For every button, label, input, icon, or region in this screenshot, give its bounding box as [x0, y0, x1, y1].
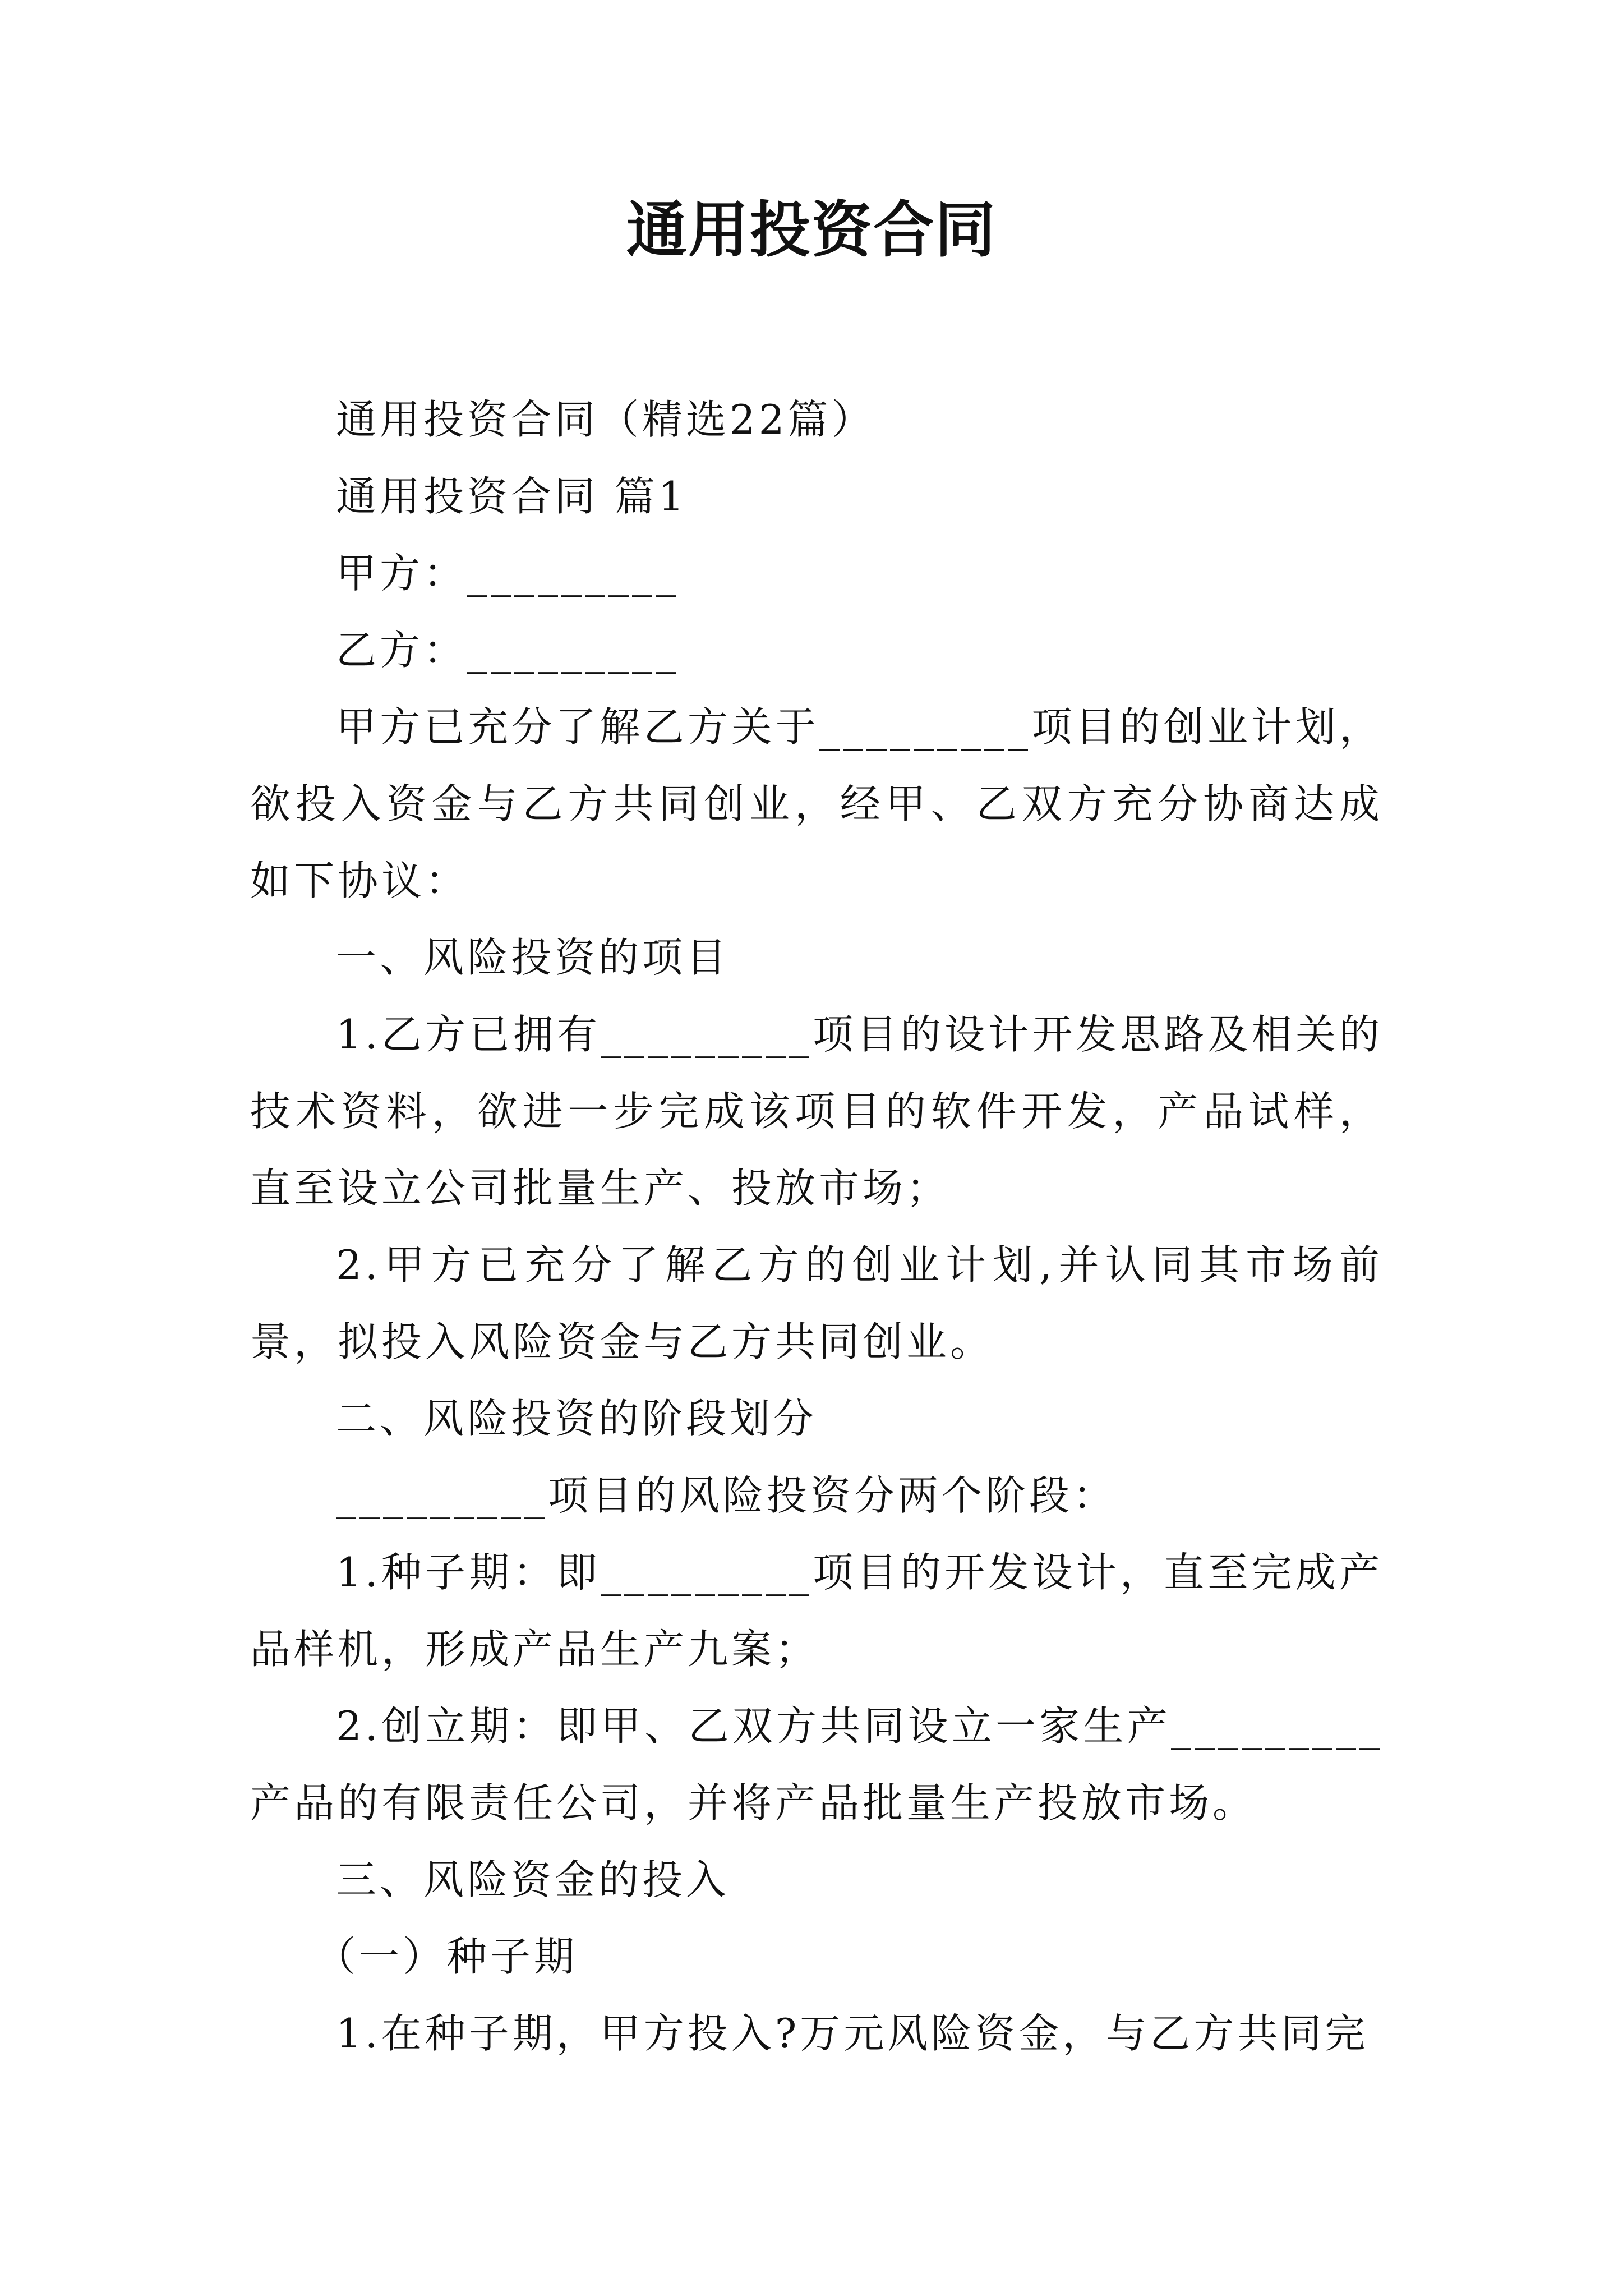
paragraph-phases: _________项目的风险投资分两个阶段：	[336, 1472, 1117, 1519]
paragraph-item: 2.甲方已充分了解乙方的创业计划,并认同其市场前景，拟投入风险资金与乙方共同创业。	[250, 1241, 1383, 1365]
paragraph-intro: 甲方已充分了解乙方关于_________项目的创业计划，欲投入资金与乙方共同创业，经甲、乙双方充分协商达成如下协议：	[250, 703, 1383, 904]
paragraph-subtitle: 通用投资合同（精选22篇）	[336, 396, 875, 443]
paragraph-item: 1.在种子期，甲方投入?万元风险资金，与乙方共同完	[336, 2010, 1369, 2057]
party-a-line: 甲方：_________	[336, 550, 680, 597]
paragraph-item: 2.创立期：即甲、乙双方共同设立一家生产_________产品的有限责任公司，并将产品批量生产投放市场。	[250, 1703, 1383, 1826]
paragraph-item: 1.种子期：即_________项目的开发设计，直至完成产品样机，形成产品生产九案；	[250, 1549, 1383, 1673]
heading-three: 三、风险资金的投入	[336, 1856, 730, 1903]
document-title: 通用投资合同	[626, 195, 997, 265]
paragraph-section-heading: 通用投资合同 篇1	[336, 473, 688, 520]
party-b-line: 乙方：_________	[336, 627, 680, 674]
paragraph-item: 1.乙方已拥有_________项目的设计开发思路及相关的技术资料，欲进一步完成该项目的软件开发，产品试样，直至设立公司批量生产、投放市场；	[250, 1011, 1383, 1212]
subheading-seed-stage: （一）种子期	[315, 1933, 578, 1980]
heading-two: 二、风险投资的阶段划分	[336, 1395, 818, 1442]
document-body	[250, 381, 1383, 2072]
heading-one: 一、风险投资的项目	[336, 934, 730, 981]
